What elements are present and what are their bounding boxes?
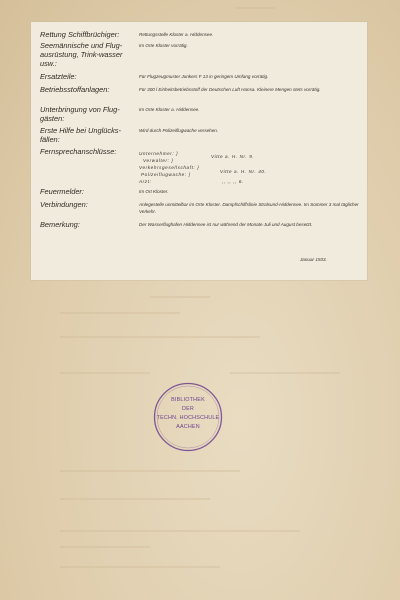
phone-label: Polizeiflugwache: } [141,172,191,177]
entry-value: Der Wasserflughafen Hiddensee ist nur während der Monate Juli und August besetzt. [139,222,313,227]
entry-label: Erste Hilfe bei Unglücks-fällen: [40,126,121,144]
phone-number: Vitte a. H. Nr. 40. [220,169,267,174]
stamp-line: BIBLIOTHEK [171,397,205,403]
entry-value: Für Flugzeugmuster Junkers F 13 in geringem Umfang vorrätig. [139,74,269,79]
entry-label: Feuermelder: [40,187,84,196]
entry-value: Für 300 l Einheitsbetriebsstoff der Deutschen Luft Hansa. Kleinere Mengen stets vorrätig. [139,87,321,92]
library-stamp [152,381,224,453]
entry-label: Unterbringung von Flug-gästen: [40,105,120,123]
entry-label: Rettung Schiffbrüchiger: [40,30,120,39]
entry-value: Rettungsstelle Kloster a. Hiddensee. [139,32,214,37]
entry-label: Fernsprechanschlüsse: [40,147,117,156]
phone-label: Unternehmer: } [139,151,179,156]
phone-label: Verkehrsgesellschaft: } [139,165,200,170]
entry-label: Betriebsstoffanlagen: [40,85,110,94]
stamp-line: DER [182,406,194,412]
entry-value: Im Ort Kloster. [139,189,169,194]
entry-label: Verbindungen: [40,200,88,209]
document-date: Januar 1933. [300,257,327,262]
entry-label: Bemerkung: [40,220,80,229]
entry-value: Wird durch Polizeiflugwache versehen. [139,128,219,133]
stamp-line: TECHN. HOCHSCHULE [156,415,220,421]
entry-label: Ersatzteile: [40,72,77,81]
entry-value: Anlegestelle unmittelbar im Orte Kloster. Dampfschiffslinie Stralsund-Hiddensee. Im Sommer 3 mal täglicher Verkehr. [139,202,359,214]
entry-label: Seemännische und Flug-ausrüstung, Trink-wasser usw.: [40,41,123,68]
phone-number: ,, ,, ,, 6. [222,179,244,184]
stamp-line: AACHEN [176,424,200,430]
phone-label: Verwalter: } [143,158,174,163]
phone-number: Vitte a. H. Nr. 9. [211,154,255,159]
entry-value: Im Orte Kloster a. Hiddensee. [139,107,200,112]
entry-value: Im Orte Kloster vorrätig. [139,43,188,48]
phone-label: Arzt: [139,179,152,184]
